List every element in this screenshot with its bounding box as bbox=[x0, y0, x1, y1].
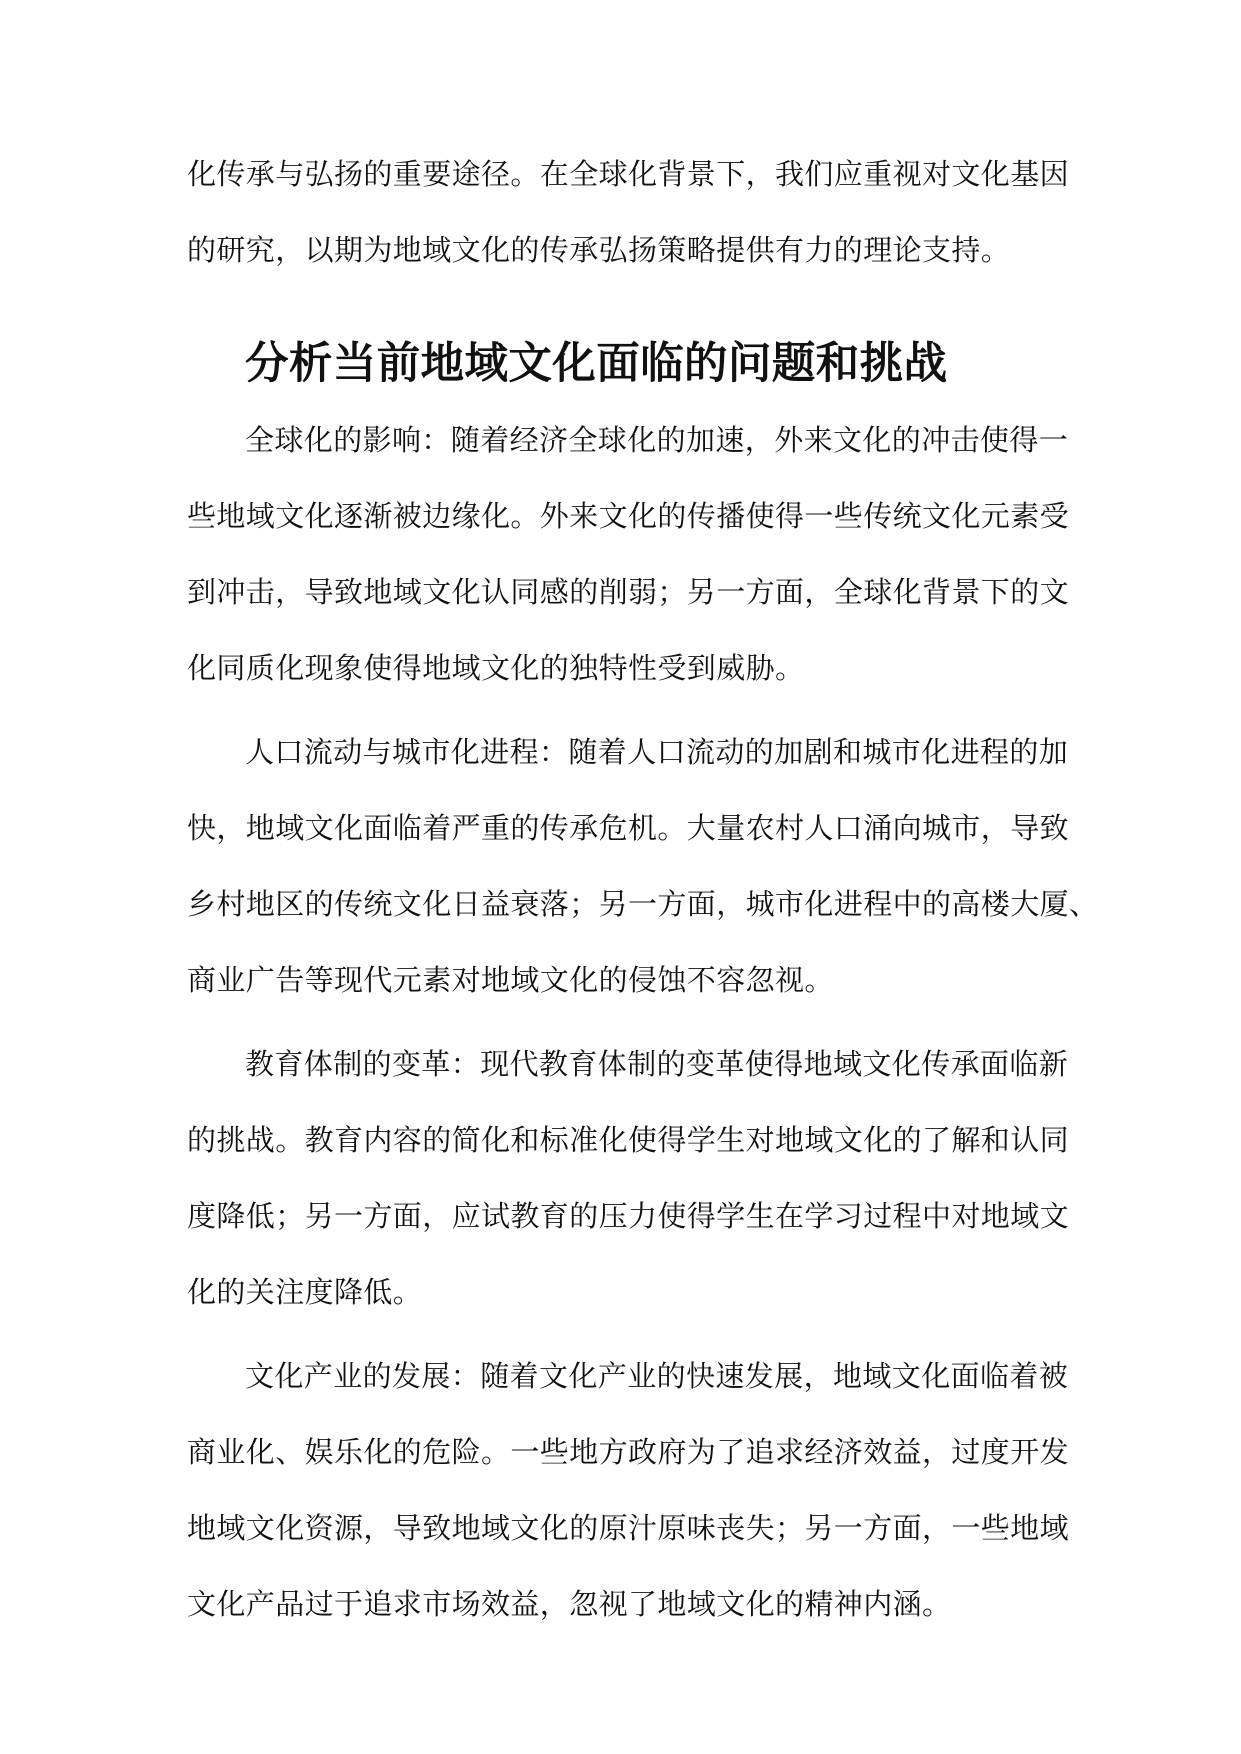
paragraph-line: 地域文化资源，导致地域文化的原汁原味丧失；另一方面，一些地域 bbox=[187, 1511, 1070, 1545]
spacer bbox=[187, 706, 1057, 714]
paragraph-line: 到冲击，导致地域文化认同感的削弱；另一方面，全球化背景下的文 bbox=[187, 575, 1070, 609]
paragraph-line: 度降低；另一方面，应试教育的压力使得学生在学习过程中对地域文 bbox=[187, 1199, 1070, 1233]
paragraph-line: 化的关注度降低。 bbox=[187, 1275, 423, 1309]
paragraph-line: 快，地域文化面临着严重的传承危机。大量农村人口涌向城市，导致 bbox=[187, 811, 1070, 845]
paragraph-globalization bbox=[187, 402, 1070, 706]
paragraph-line: 乡村地区的传统文化日益衰落；另一方面，城市化进程中的高楼大厦、 bbox=[187, 887, 1099, 921]
paragraph-urbanization bbox=[187, 714, 1099, 1018]
paragraph-line: 全球化的影响：随着经济全球化的加速，外来文化的冲击使得一 bbox=[245, 423, 1069, 457]
spacer bbox=[187, 1018, 1057, 1026]
paragraph-line: 文化产业的发展：随着文化产业的快速发展，地域文化面临着被 bbox=[245, 1359, 1069, 1393]
paragraph-line: 的挑战。教育内容的简化和标准化使得学生对地域文化的了解和认同 bbox=[187, 1123, 1070, 1157]
paragraph-line: 化传承与弘扬的重要途径。在全球化背景下，我们应重视对文化基因 bbox=[187, 157, 1070, 191]
spacer bbox=[187, 1330, 1057, 1338]
paragraph-line: 商业化、娱乐化的危险。一些地方政府为了追求经济效益，过度开发 bbox=[187, 1435, 1070, 1469]
paragraph-line: 化同质化现象使得地域文化的独特性受到威胁。 bbox=[187, 651, 805, 685]
intro-paragraph bbox=[187, 136, 1070, 288]
paragraph-line: 文化产品过于追求市场效益，忽视了地域文化的精神内涵。 bbox=[187, 1587, 952, 1621]
paragraph-line: 商业广告等现代元素对地域文化的侵蚀不容忽视。 bbox=[187, 963, 834, 997]
paragraph-line: 些地域文化逐渐被边缘化。外来文化的传播使得一些传统文化元素受 bbox=[187, 499, 1070, 533]
spacer bbox=[187, 288, 1057, 326]
body-text bbox=[187, 136, 1099, 1642]
paragraph-line: 人口流动与城市化进程：随着人口流动的加剧和城市化进程的加 bbox=[245, 735, 1069, 769]
paragraph-line: 教育体制的变革：现代教育体制的变革使得地域文化传承面临新 bbox=[245, 1047, 1069, 1081]
section-heading: 分析当前地域文化面临的问题和挑战 bbox=[245, 339, 948, 389]
paragraph-line: 的研究，以期为地域文化的传承弘扬策略提供有力的理论支持。 bbox=[187, 233, 1011, 267]
paragraph-culture-industry bbox=[187, 1338, 1070, 1642]
paragraph-education bbox=[187, 1026, 1070, 1330]
